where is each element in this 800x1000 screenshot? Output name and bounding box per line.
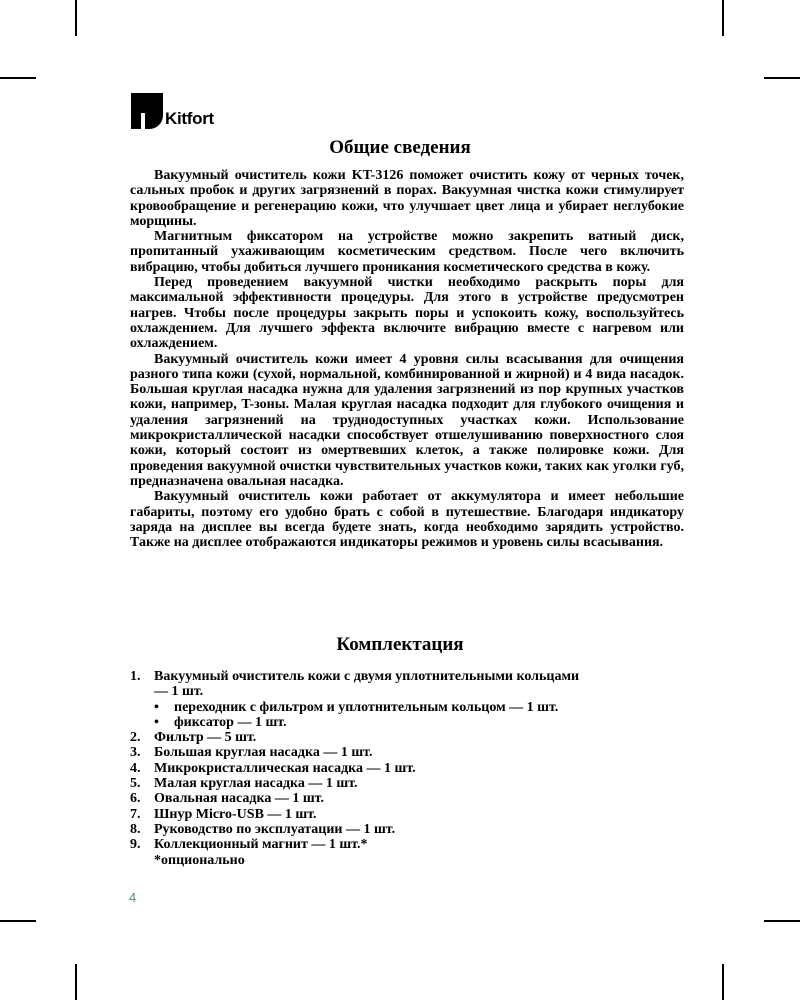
kitfort-logo-icon [131, 93, 163, 129]
bullet: • [154, 699, 159, 715]
footnote: *опционально [154, 852, 245, 868]
general-text [130, 168, 684, 550]
item-text: Малая круглая насадка — 1 шт. [154, 776, 358, 792]
item-number: 5. [130, 776, 141, 792]
crop-mark [0, 920, 36, 922]
item-number: 8. [130, 821, 141, 837]
paragraph: Вакуумный очиститель кожи имеет 4 уровня силы всасывания для очищения разного типа кожи (сухой, нормальной, комбинированной и жирной) и 4 вида насадок. Большая круглая насадка нужна для удаления загрязнений из пор крупных участков кожи, например, T-зоны. Малая круглая насадка подходит для глубокого очищения и удаления загрязнений на труднодоступных участках кожи. Использование микрокристаллической насадки способствует отшелушиванию поверхностного слоя кожи, который состоит из омертвевших клеток, а также полировке кожи. Для проведения вакуумной очистки чувствительных участков кожи, таких как уголки губ, предназначена овальная насадка. [130, 351, 684, 489]
list-item [130, 807, 690, 822]
item-number: 7. [130, 806, 141, 822]
kit-list [130, 669, 690, 868]
list-item [130, 761, 690, 776]
list-item [130, 669, 690, 700]
section-title-general: Общие сведения [329, 137, 471, 158]
page-number: 4 [129, 890, 137, 905]
item-number: 1. [130, 669, 141, 684]
crop-mark [0, 77, 36, 79]
item-text: Микрокристаллическая насадка — 1 шт. [154, 760, 416, 776]
section-title-kit: Комплектация [336, 634, 464, 655]
sub-item-text: переходник с фильтром и уплотнительным кольцом — 1 шт. [174, 699, 559, 715]
item-number: 6. [130, 791, 141, 807]
item-text: Коллекционный магнит — 1 шт.* [154, 837, 368, 853]
bullet: • [154, 714, 159, 730]
item-text: Большая круглая насадка — 1 шт. [154, 745, 373, 761]
sub-item-text: фиксатор — 1 шт. [174, 714, 287, 730]
list-item [130, 837, 690, 852]
item-number: 4. [130, 760, 141, 776]
item-number: 2. [130, 730, 141, 746]
list-item [130, 822, 690, 837]
paragraph: Вакуумный очиститель кожи KT-3126 поможет очистить кожу от черных точек, сальных пробок и других загрязнений в порах. Вакуумная чистка кожи стимулирует кровообращение и регенерацию кожи, что улучшает цвет лица и убирает неглубокие морщины. [130, 168, 684, 229]
crop-mark [75, 964, 77, 1000]
item-number: 3. [130, 745, 141, 761]
paragraph: Магнитным фиксатором на устройстве можно закрепить ватный диск, пропитанный ухаживающим косметическим средством. После чего включить вибрацию, чтобы добиться лучшего проникания косметического средства в кожу. [130, 229, 684, 275]
brand-name: Kitfort [165, 109, 214, 128]
sub-item [130, 700, 690, 715]
crop-mark [764, 77, 800, 79]
item-text: Шнур Micro-USB — 1 шт. [154, 806, 317, 822]
list-item [130, 730, 690, 745]
list-item [130, 776, 690, 791]
crop-mark [764, 920, 800, 922]
brand-logo [131, 93, 214, 129]
crop-mark [722, 0, 724, 36]
paragraph: Перед проведением вакуумной чистки необходимо раскрыть поры для максимальной эффективности процедуры. Для этого в устройстве предусмотрен нагрев. Чтобы после процедуры закрыть поры и успокоить кожу, воспользуйтесь охлаждением. Для лучшего эффекта включите вибрацию вместе с нагревом или охлаждением. [130, 275, 684, 352]
paragraph: Вакуумный очиститель кожи работает от аккумулятора и имеет небольшие габариты, поэтому его удобно брать с собой в путешествие. Благодаря индикатору заряда на дисплее вы всегда будете знать, когда необходимо зарядить устройство. Также на дисплее отображаются индикаторы режимов и уровень силы всасывания. [130, 489, 684, 551]
crop-mark [75, 0, 77, 36]
item-text: Овальная насадка — 1 шт. [154, 791, 325, 807]
item-number: 9. [130, 837, 141, 853]
item-text: Фильтр — 5 шт. [154, 730, 257, 746]
sub-item [130, 715, 690, 730]
list-item [130, 791, 690, 806]
list-item [130, 745, 690, 760]
crop-mark [722, 964, 724, 1000]
item-text: Руководство по эксплуатации — 1 шт. [154, 821, 396, 837]
item-text: Вакуумный очиститель кожи с двумя уплотнительными кольцами — 1 шт. [154, 669, 580, 700]
